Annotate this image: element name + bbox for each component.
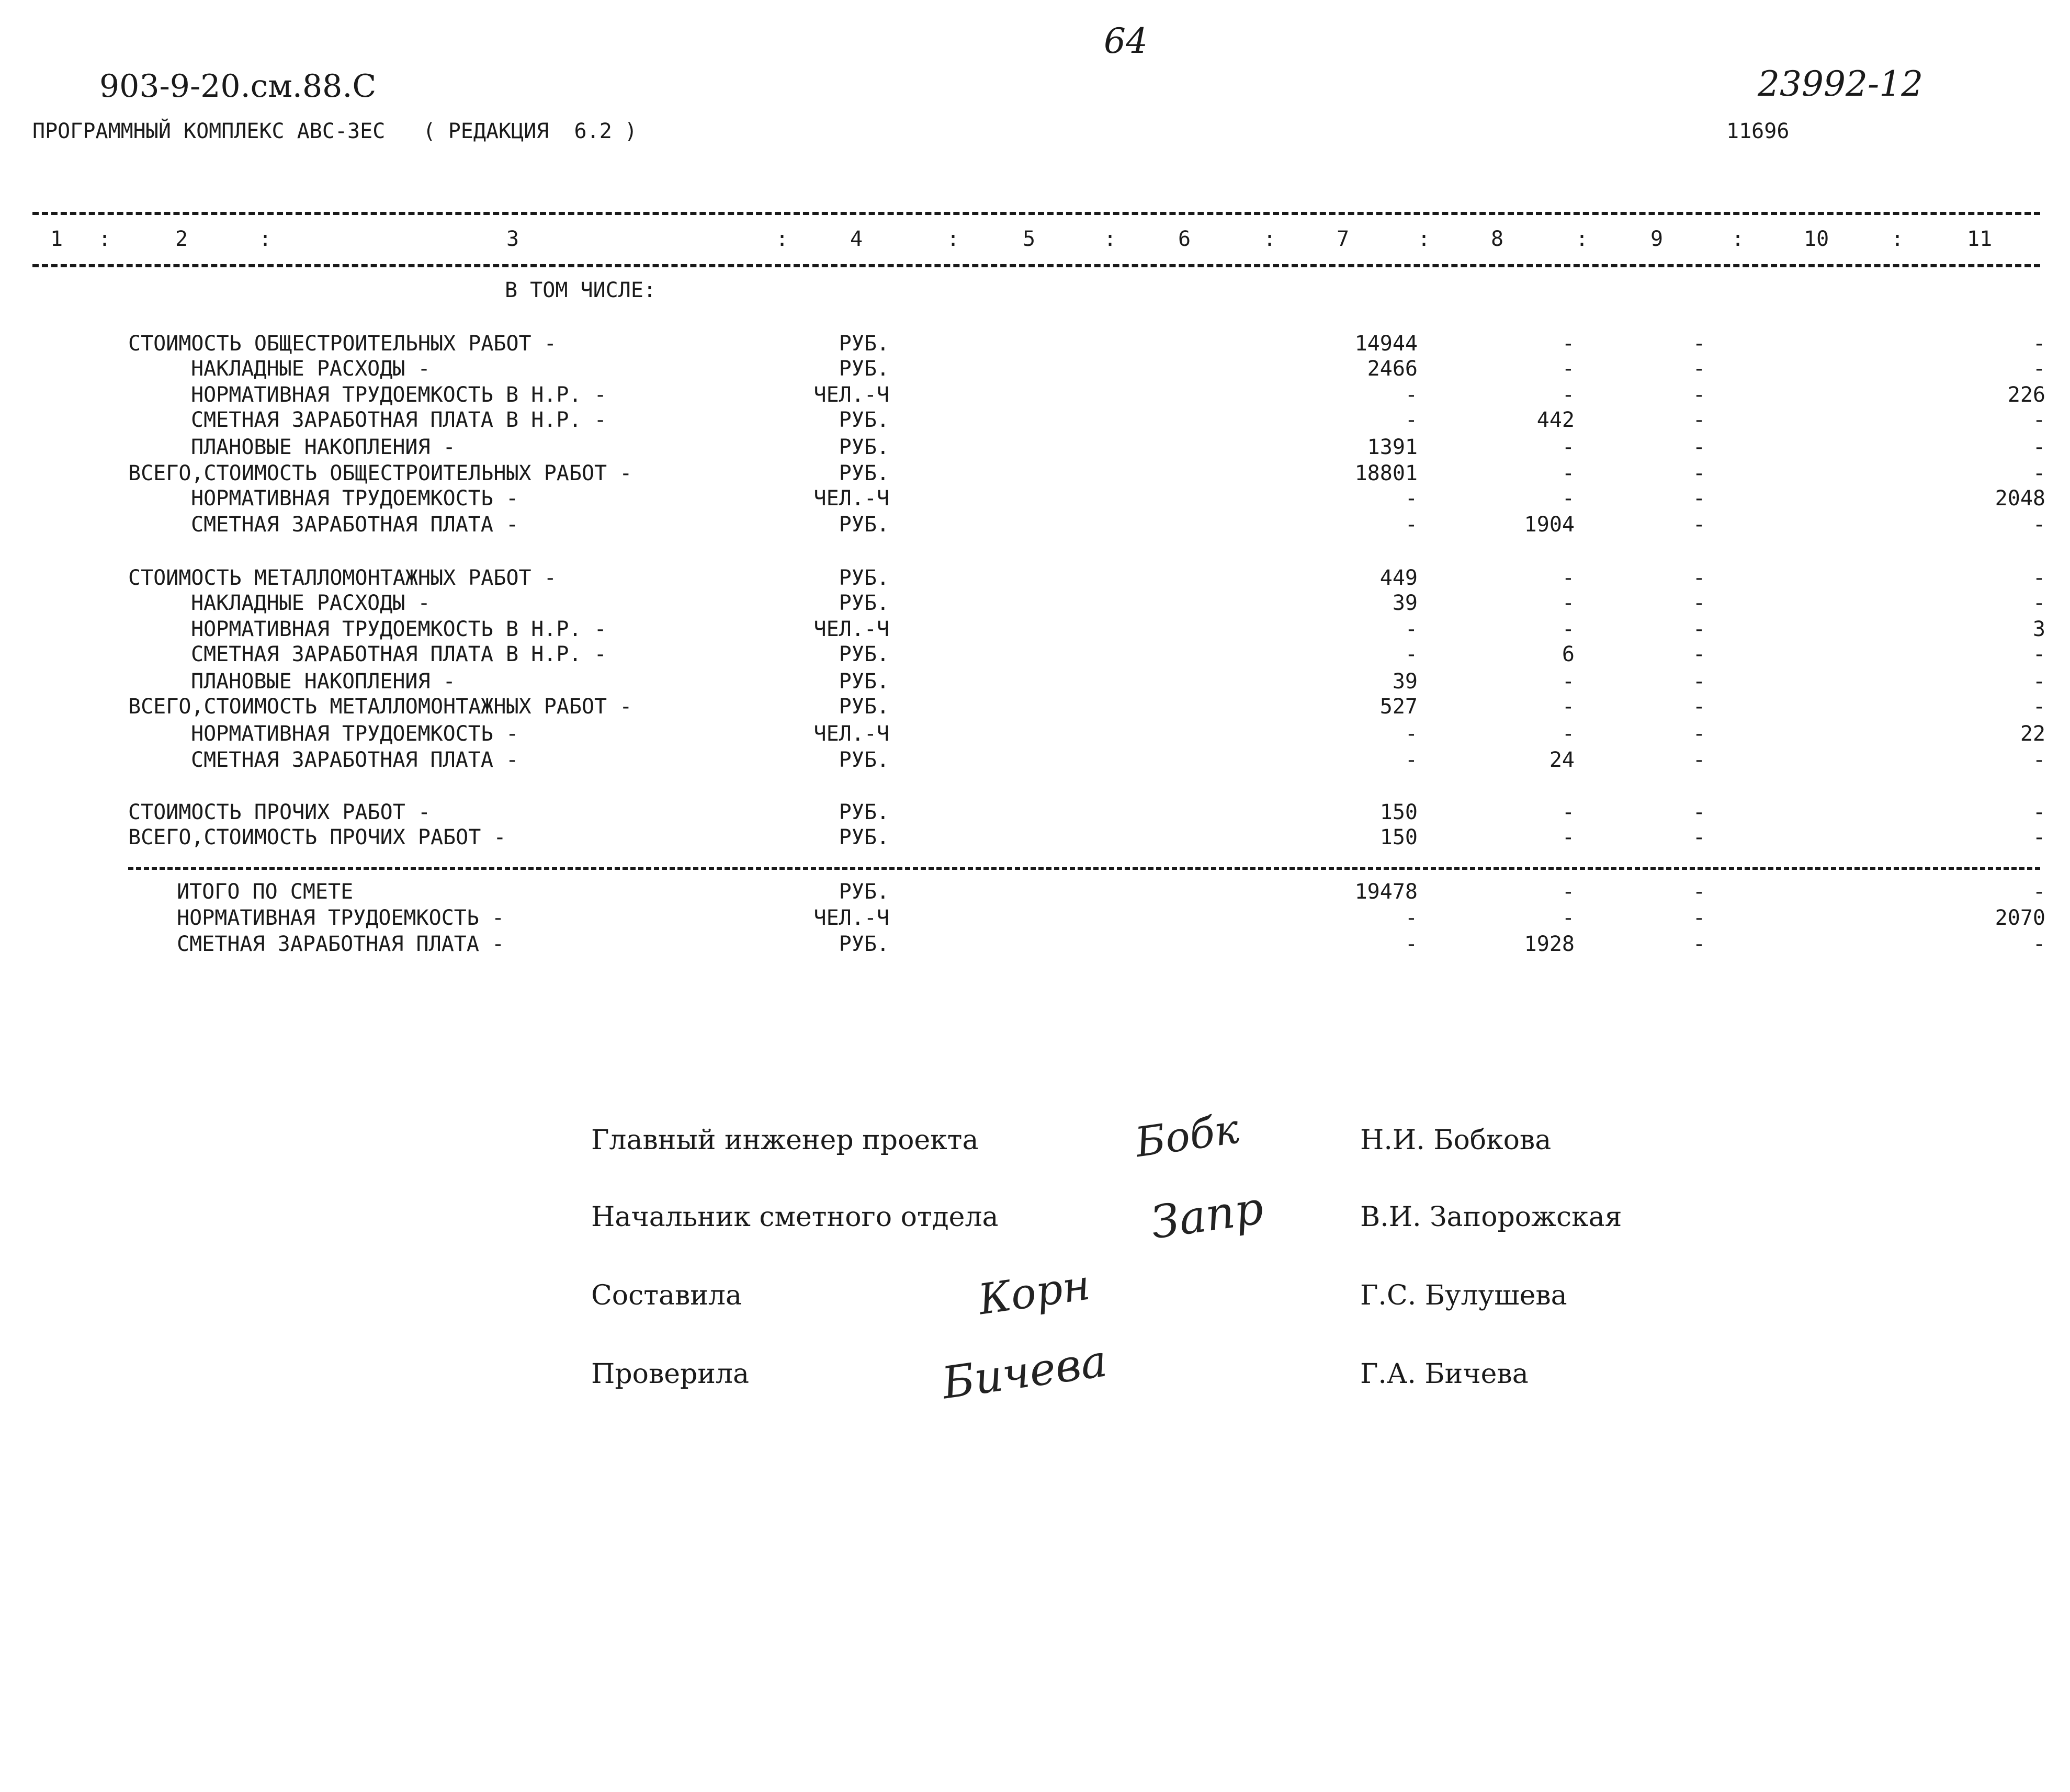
- signature-role: Начальник сметного отдела: [591, 1201, 999, 1233]
- row-unit: РУБ.: [839, 800, 889, 824]
- row-label: СТОИМОСТЬ ОБЩЕСТРОИТЕЛЬНЫХ РАБОТ -: [128, 332, 557, 356]
- cell-col-8: -: [1562, 722, 1575, 746]
- cell-col-11: 2070: [1995, 906, 2045, 930]
- cell-col-7: 449: [1379, 566, 1418, 590]
- cell-col-8: 1904: [1524, 513, 1575, 537]
- cell-col-9: -: [1692, 695, 1705, 719]
- row-label: СМЕТНАЯ ЗАРАБОТНАЯ ПЛАТА В Н.Р. -: [191, 642, 607, 666]
- cell-col-8: -: [1562, 566, 1575, 590]
- cell-col-11: 22: [2020, 722, 2045, 746]
- table-row: [0, 616, 2070, 642]
- cell-col-7: 19478: [1354, 880, 1418, 904]
- cell-col-9: -: [1692, 566, 1705, 590]
- cell-col-7: -: [1405, 932, 1418, 956]
- row-label: НОРМАТИВНАЯ ТРУДОЕМКОСТЬ В Н.Р. -: [191, 383, 607, 407]
- row-label: ПЛАНОВЫЕ НАКОПЛЕНИЯ -: [191, 670, 456, 694]
- handwritten-signature: Бичева: [938, 1335, 1111, 1409]
- cell-col-7: 150: [1379, 800, 1418, 824]
- table-row: [0, 331, 2070, 357]
- cell-col-7: 39: [1392, 591, 1418, 615]
- cell-col-9: -: [1692, 800, 1705, 824]
- table-row: [0, 824, 2070, 850]
- row-label: ВСЕГО,СТОИМОСТЬ ПРОЧИХ РАБОТ -: [128, 825, 506, 849]
- column-header-row: 1 : 2 : 3 : 4 : 5 : 6 : 7 : 8 : 9 : 10 : 11: [50, 227, 1993, 251]
- handwritten-signature: Бобк: [1132, 1105, 1242, 1167]
- handwritten-signature: Корн: [975, 1260, 1093, 1324]
- cell-col-11: -: [2032, 825, 2045, 849]
- cell-col-8: 24: [1549, 748, 1575, 772]
- table-row: [0, 407, 2070, 433]
- table-row: [0, 590, 2070, 616]
- cell-col-8: -: [1562, 617, 1575, 641]
- table-row: [0, 485, 2070, 512]
- cell-col-7: -: [1405, 617, 1418, 641]
- cell-col-9: -: [1692, 435, 1705, 459]
- row-unit: ЧЕЛ.-Ч: [813, 383, 889, 407]
- table-row: [0, 694, 2070, 720]
- cell-col-8: 6: [1562, 642, 1575, 666]
- column-header: 11: [1967, 227, 1993, 251]
- cell-col-9: -: [1692, 670, 1705, 694]
- cell-col-11: -: [2032, 357, 2045, 381]
- column-header: 9: [1650, 227, 1664, 251]
- cell-col-8: -: [1562, 695, 1575, 719]
- cell-col-7: 2466: [1367, 357, 1418, 381]
- cell-col-11: -: [2032, 591, 2045, 615]
- cell-col-11: 226: [2007, 383, 2045, 407]
- signature-role: Проверила: [591, 1358, 749, 1390]
- table-row: [0, 668, 2070, 695]
- cell-col-11: -: [2032, 332, 2045, 356]
- cell-col-11: -: [2032, 566, 2045, 590]
- cell-col-7: 527: [1379, 695, 1418, 719]
- column-header: 10: [1804, 227, 1829, 251]
- cell-col-8: -: [1562, 880, 1575, 904]
- table-row: [0, 356, 2070, 382]
- cell-col-8: -: [1562, 383, 1575, 407]
- column-header: 8: [1491, 227, 1504, 251]
- cell-col-7: -: [1405, 748, 1418, 772]
- signature-row: [0, 1335, 2070, 1409]
- row-unit: РУБ.: [839, 642, 889, 666]
- row-label: ПЛАНОВЫЕ НАКОПЛЕНИЯ -: [191, 435, 456, 459]
- row-label: НАКЛАДНЫЕ РАСХОДЫ -: [191, 591, 431, 615]
- cell-col-8: -: [1562, 800, 1575, 824]
- cell-col-8: -: [1562, 486, 1575, 511]
- row-unit: ЧЕЛ.-Ч: [813, 722, 889, 746]
- row-unit: РУБ.: [839, 748, 889, 772]
- cell-col-7: 39: [1392, 670, 1418, 694]
- cell-col-7: 150: [1379, 825, 1418, 849]
- cell-col-8: -: [1562, 906, 1575, 930]
- row-label: СМЕТНАЯ ЗАРАБОТНАЯ ПЛАТА -: [191, 748, 519, 772]
- cell-col-11: -: [2032, 408, 2045, 432]
- cell-col-9: -: [1692, 486, 1705, 511]
- row-unit: ЧЕЛ.-Ч: [813, 906, 889, 930]
- column-header: 6: [1178, 227, 1191, 251]
- table-row: [0, 565, 2070, 591]
- cell-col-11: -: [2032, 513, 2045, 537]
- row-unit: РУБ.: [839, 825, 889, 849]
- cell-col-11: -: [2032, 800, 2045, 824]
- row-unit: РУБ.: [839, 461, 889, 485]
- cell-col-11: -: [2032, 670, 2045, 694]
- row-label: ВСЕГО,СТОИМОСТЬ ОБЩЕСТРОИТЕЛЬНЫХ РАБОТ -: [128, 461, 632, 485]
- row-label: СМЕТНАЯ ЗАРАБОТНАЯ ПЛАТА -: [191, 513, 519, 537]
- row-unit: РУБ.: [839, 332, 889, 356]
- cell-col-7: 14944: [1354, 332, 1418, 356]
- cell-col-7: -: [1405, 513, 1418, 537]
- row-label: НОРМАТИВНАЯ ТРУДОЕМКОСТЬ -: [191, 722, 519, 746]
- cell-col-7: -: [1405, 486, 1418, 511]
- row-label: НАКЛАДНЫЕ РАСХОДЫ -: [191, 357, 431, 381]
- row-label: ИТОГО ПО СМЕТЕ: [177, 880, 354, 904]
- cell-col-8: -: [1562, 825, 1575, 849]
- signatory-name: Н.И. Бобкова: [1360, 1125, 1552, 1156]
- handwritten-signature: Запр: [1148, 1182, 1267, 1250]
- including-caption: В ТОМ ЧИСЛЕ:: [505, 278, 656, 302]
- cell-col-9: -: [1692, 591, 1705, 615]
- row-unit: РУБ.: [839, 695, 889, 719]
- cell-col-11: -: [2032, 695, 2045, 719]
- row-label: НОРМАТИВНАЯ ТРУДОЕМКОСТЬ В Н.Р. -: [191, 617, 607, 641]
- totals-rule: [128, 867, 2040, 870]
- row-unit: РУБ.: [839, 670, 889, 694]
- cell-col-8: 442: [1536, 408, 1575, 432]
- row-label: ВСЕГО,СТОИМОСТЬ МЕТАЛЛОМОНТАЖНЫХ РАБОТ -: [128, 695, 632, 719]
- cell-col-11: -: [2032, 642, 2045, 666]
- table-row: [0, 460, 2070, 486]
- row-unit: РУБ.: [839, 932, 889, 956]
- cell-col-9: -: [1692, 880, 1705, 904]
- cell-col-7: -: [1405, 383, 1418, 407]
- table-row: [0, 905, 2070, 931]
- row-label: СТОИМОСТЬ ПРОЧИХ РАБОТ -: [128, 800, 431, 824]
- cell-col-11: -: [2032, 435, 2045, 459]
- row-unit: РУБ.: [839, 880, 889, 904]
- row-label: СМЕТНАЯ ЗАРАБОТНАЯ ПЛАТА -: [177, 932, 505, 956]
- signature-row: [0, 1260, 2070, 1324]
- row-label: НОРМАТИВНАЯ ТРУДОЕМКОСТЬ -: [191, 486, 519, 511]
- row-label: СТОИМОСТЬ МЕТАЛЛОМОНТАЖНЫХ РАБОТ -: [128, 566, 557, 590]
- cell-col-8: -: [1562, 670, 1575, 694]
- row-label: НОРМАТИВНАЯ ТРУДОЕМКОСТЬ -: [177, 906, 505, 930]
- cell-col-8: -: [1562, 357, 1575, 381]
- cell-col-9: -: [1692, 617, 1705, 641]
- signature-row: [0, 1105, 2070, 1167]
- signatory-name: Г.С. Булушева: [1360, 1280, 1567, 1311]
- cell-col-7: -: [1405, 906, 1418, 930]
- table-row: [0, 879, 2070, 905]
- table-top-rule: [32, 212, 2040, 215]
- cell-col-9: -: [1692, 932, 1705, 956]
- cell-col-7: 1391: [1367, 435, 1418, 459]
- row-unit: РУБ.: [839, 513, 889, 537]
- cell-col-8: -: [1562, 435, 1575, 459]
- column-header: 3: [506, 227, 519, 251]
- table-header-rule: [32, 264, 2040, 267]
- row-unit: РУБ.: [839, 408, 889, 432]
- signature-row: [0, 1182, 2070, 1250]
- cell-col-9: -: [1692, 332, 1705, 356]
- signatory-name: Г.А. Бичева: [1360, 1358, 1529, 1390]
- cell-col-7: 18801: [1354, 461, 1418, 485]
- cell-col-8: -: [1562, 461, 1575, 485]
- table-row: [0, 512, 2070, 538]
- cell-col-11: -: [2032, 461, 2045, 485]
- table-row: [0, 931, 2070, 957]
- column-header: 4: [850, 227, 863, 251]
- row-unit: ЧЕЛ.-Ч: [813, 617, 889, 641]
- cell-col-11: 2048: [1995, 486, 2045, 511]
- document-number: 23992-12: [1758, 64, 1924, 104]
- column-header: 5: [1023, 227, 1036, 251]
- signatory-name: В.И. Запорожская: [1360, 1201, 1622, 1233]
- table-row: [0, 721, 2070, 747]
- cell-col-9: -: [1692, 748, 1705, 772]
- signature-role: Главный инженер проекта: [591, 1125, 979, 1156]
- cell-col-8: 1928: [1524, 932, 1575, 956]
- document-code: 903-9-20.см.88.С: [99, 68, 377, 105]
- cell-col-7: -: [1405, 408, 1418, 432]
- column-header: 1: [50, 227, 63, 251]
- column-header: 7: [1337, 227, 1350, 251]
- cell-col-9: -: [1692, 357, 1705, 381]
- cell-col-9: -: [1692, 722, 1705, 746]
- table-row: [0, 799, 2070, 825]
- cell-col-11: 3: [2032, 617, 2045, 641]
- page-number: 64: [1104, 21, 1148, 61]
- row-unit: ЧЕЛ.-Ч: [813, 486, 889, 511]
- program-code: 11696: [1726, 119, 1790, 143]
- cell-col-9: -: [1692, 461, 1705, 485]
- cell-col-9: -: [1692, 513, 1705, 537]
- table-row: [0, 434, 2070, 460]
- row-unit: РУБ.: [839, 435, 889, 459]
- program-line: ПРОГРАММНЫЙ КОМПЛЕКС АВС-3ЕС ( РЕДАКЦИЯ 6.2 ): [32, 119, 637, 143]
- cell-col-11: -: [2032, 880, 2045, 904]
- row-unit: РУБ.: [839, 357, 889, 381]
- cell-col-9: -: [1692, 906, 1705, 930]
- row-label: СМЕТНАЯ ЗАРАБОТНАЯ ПЛАТА В Н.Р. -: [191, 408, 607, 432]
- column-header: 2: [175, 227, 188, 251]
- row-unit: РУБ.: [839, 566, 889, 590]
- cell-col-11: -: [2032, 932, 2045, 956]
- cell-col-9: -: [1692, 642, 1705, 666]
- cell-col-8: -: [1562, 591, 1575, 615]
- cell-col-9: -: [1692, 825, 1705, 849]
- signature-role: Составила: [591, 1280, 742, 1311]
- table-row: [0, 641, 2070, 667]
- table-row: [0, 747, 2070, 773]
- cell-col-9: -: [1692, 408, 1705, 432]
- cell-col-11: -: [2032, 748, 2045, 772]
- cell-col-8: -: [1562, 332, 1575, 356]
- cell-col-9: -: [1692, 383, 1705, 407]
- table-row: [0, 382, 2070, 408]
- row-unit: РУБ.: [839, 591, 889, 615]
- cell-col-7: -: [1405, 722, 1418, 746]
- cell-col-7: -: [1405, 642, 1418, 666]
